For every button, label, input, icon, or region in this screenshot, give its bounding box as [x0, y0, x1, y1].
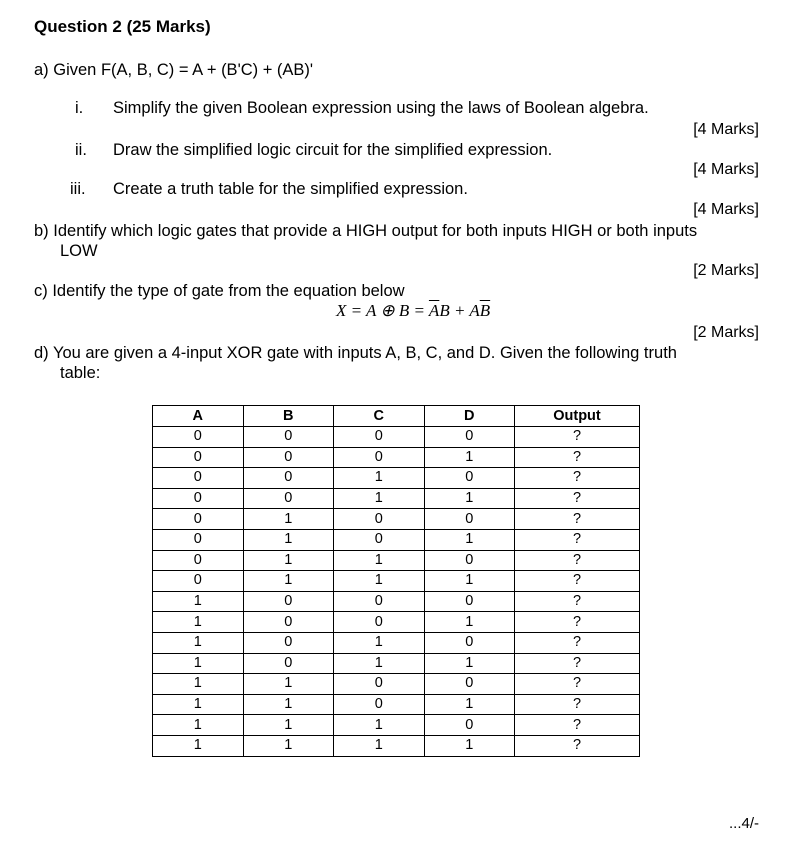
table-row	[153, 715, 640, 736]
part-d-line2: table:	[60, 364, 101, 382]
input-cell: 0	[424, 715, 515, 736]
input-cell: 1	[424, 571, 515, 592]
output-cell: ?	[515, 735, 640, 756]
input-cell: 1	[334, 653, 425, 674]
input-cell: 0	[153, 550, 244, 571]
output-cell: ?	[515, 427, 640, 448]
input-cell: 1	[153, 735, 244, 756]
input-cell: 0	[424, 591, 515, 612]
input-cell: 0	[424, 550, 515, 571]
header-b: B	[243, 406, 334, 427]
input-cell: 0	[424, 674, 515, 695]
header-output: Output	[515, 406, 640, 427]
input-cell: 1	[153, 674, 244, 695]
input-cell: 0	[424, 632, 515, 653]
output-cell: ?	[515, 674, 640, 695]
input-cell: 0	[243, 591, 334, 612]
input-cell: 0	[334, 612, 425, 633]
input-cell: 0	[334, 427, 425, 448]
input-cell: 1	[243, 509, 334, 530]
part-a-iii-marks: [4 Marks]	[693, 201, 759, 218]
input-cell: 0	[153, 509, 244, 530]
input-cell: 0	[153, 468, 244, 489]
input-cell: 1	[153, 632, 244, 653]
input-cell: 0	[424, 427, 515, 448]
input-cell: 0	[334, 591, 425, 612]
eq-a-bar: $\overline{A}$	[428, 301, 440, 320]
part-a-i-text: Simplify the given Boolean expression using the laws of Boolean algebra.	[113, 99, 649, 117]
output-cell: ?	[515, 653, 640, 674]
input-cell: 0	[153, 427, 244, 448]
part-d-line1: d) You are given a 4-input XOR gate with inputs A, B, C, and D. Given the following truth	[34, 344, 677, 362]
input-cell: 1	[243, 674, 334, 695]
input-cell: 1	[424, 488, 515, 509]
table-row	[153, 612, 640, 633]
part-a-iii-num: iii.	[70, 180, 86, 198]
xor-equation	[336, 301, 490, 321]
input-cell: 1	[334, 468, 425, 489]
input-cell: 0	[153, 571, 244, 592]
part-a-ii-text: Draw the simplified logic circuit for the simplified expression.	[113, 141, 553, 159]
output-cell: ?	[515, 632, 640, 653]
part-b-line1: b) Identify which logic gates that provide a HIGH output for both inputs HIGH or both inputs	[34, 222, 698, 240]
input-cell: 0	[243, 632, 334, 653]
input-cell: 0	[153, 488, 244, 509]
header-a: A	[153, 406, 244, 427]
input-cell: 1	[424, 612, 515, 633]
input-cell: 1	[424, 447, 515, 468]
input-cell: 1	[334, 550, 425, 571]
output-cell: ?	[515, 571, 640, 592]
input-cell: 1	[243, 571, 334, 592]
input-cell: 0	[243, 653, 334, 674]
input-cell: 0	[334, 674, 425, 695]
table-row	[153, 674, 640, 695]
input-cell: 1	[334, 571, 425, 592]
input-cell: 1	[424, 529, 515, 550]
input-cell: 1	[243, 694, 334, 715]
output-cell: ?	[515, 591, 640, 612]
input-cell: 1	[334, 715, 425, 736]
output-cell: ?	[515, 529, 640, 550]
output-cell: ?	[515, 488, 640, 509]
table-row	[153, 694, 640, 715]
input-cell: 0	[153, 529, 244, 550]
output-cell: ?	[515, 468, 640, 489]
table-row	[153, 468, 640, 489]
input-cell: 0	[243, 427, 334, 448]
input-cell: 1	[334, 735, 425, 756]
question-title: Question 2 (25 Marks)	[34, 17, 211, 36]
output-cell: ?	[515, 509, 640, 530]
part-b-line2: LOW	[60, 242, 98, 260]
part-a-i-marks: [4 Marks]	[693, 121, 759, 138]
input-cell: 1	[243, 715, 334, 736]
input-cell: 1	[153, 715, 244, 736]
header-c: C	[334, 406, 425, 427]
eq-plus-a: + A	[449, 301, 480, 320]
part-a-text: a) Given F(A, B, C) = A + (B'C) + (AB)'	[34, 61, 314, 79]
table-row	[153, 529, 640, 550]
input-cell: 0	[243, 468, 334, 489]
input-cell: 0	[243, 447, 334, 468]
input-cell: 0	[334, 509, 425, 530]
part-a-ii-marks: [4 Marks]	[693, 161, 759, 178]
table-row	[153, 653, 640, 674]
output-cell: ?	[515, 694, 640, 715]
table-row	[153, 632, 640, 653]
output-cell: ?	[515, 550, 640, 571]
table-row	[153, 509, 640, 530]
input-cell: 0	[153, 447, 244, 468]
input-cell: 1	[424, 653, 515, 674]
page-footer: ...4/-	[728, 815, 759, 832]
part-a-ii-num: ii.	[75, 141, 87, 159]
table-header-row	[153, 406, 640, 427]
table-row	[153, 488, 640, 509]
input-cell: 1	[153, 591, 244, 612]
part-c-text: c) Identify the type of gate from the equation below	[34, 282, 405, 300]
input-cell: 1	[153, 612, 244, 633]
part-a-iii-text: Create a truth table for the simplified expression.	[113, 180, 468, 198]
input-cell: 0	[424, 509, 515, 530]
input-cell: 1	[153, 653, 244, 674]
part-b-marks: [2 Marks]	[693, 262, 759, 279]
input-cell: 1	[243, 735, 334, 756]
eq-b-bar: $\overline{B}$	[479, 301, 491, 320]
table-row	[153, 571, 640, 592]
input-cell: 0	[334, 447, 425, 468]
input-cell: 1	[334, 488, 425, 509]
part-a-i-num: i.	[75, 99, 84, 117]
part-c-marks: [2 Marks]	[693, 324, 759, 341]
table-body	[153, 427, 640, 757]
eq-prefix: X = A ⊕ B =	[336, 301, 429, 320]
table-row	[153, 550, 640, 571]
table-row	[153, 735, 640, 756]
input-cell: 0	[243, 612, 334, 633]
table-row	[153, 447, 640, 468]
output-cell: ?	[515, 715, 640, 736]
input-cell: 1	[153, 694, 244, 715]
input-cell: 0	[424, 468, 515, 489]
input-cell: 0	[334, 529, 425, 550]
eq-b: B	[439, 301, 450, 320]
output-cell: ?	[515, 447, 640, 468]
input-cell: 1	[424, 694, 515, 715]
input-cell: 1	[243, 529, 334, 550]
input-cell: 0	[334, 694, 425, 715]
input-cell: 0	[243, 488, 334, 509]
input-cell: 1	[424, 735, 515, 756]
table-row	[153, 427, 640, 448]
table-row	[153, 591, 640, 612]
truth-table	[152, 405, 640, 757]
input-cell: 1	[334, 632, 425, 653]
header-d: D	[424, 406, 515, 427]
output-cell: ?	[515, 612, 640, 633]
input-cell: 1	[243, 550, 334, 571]
